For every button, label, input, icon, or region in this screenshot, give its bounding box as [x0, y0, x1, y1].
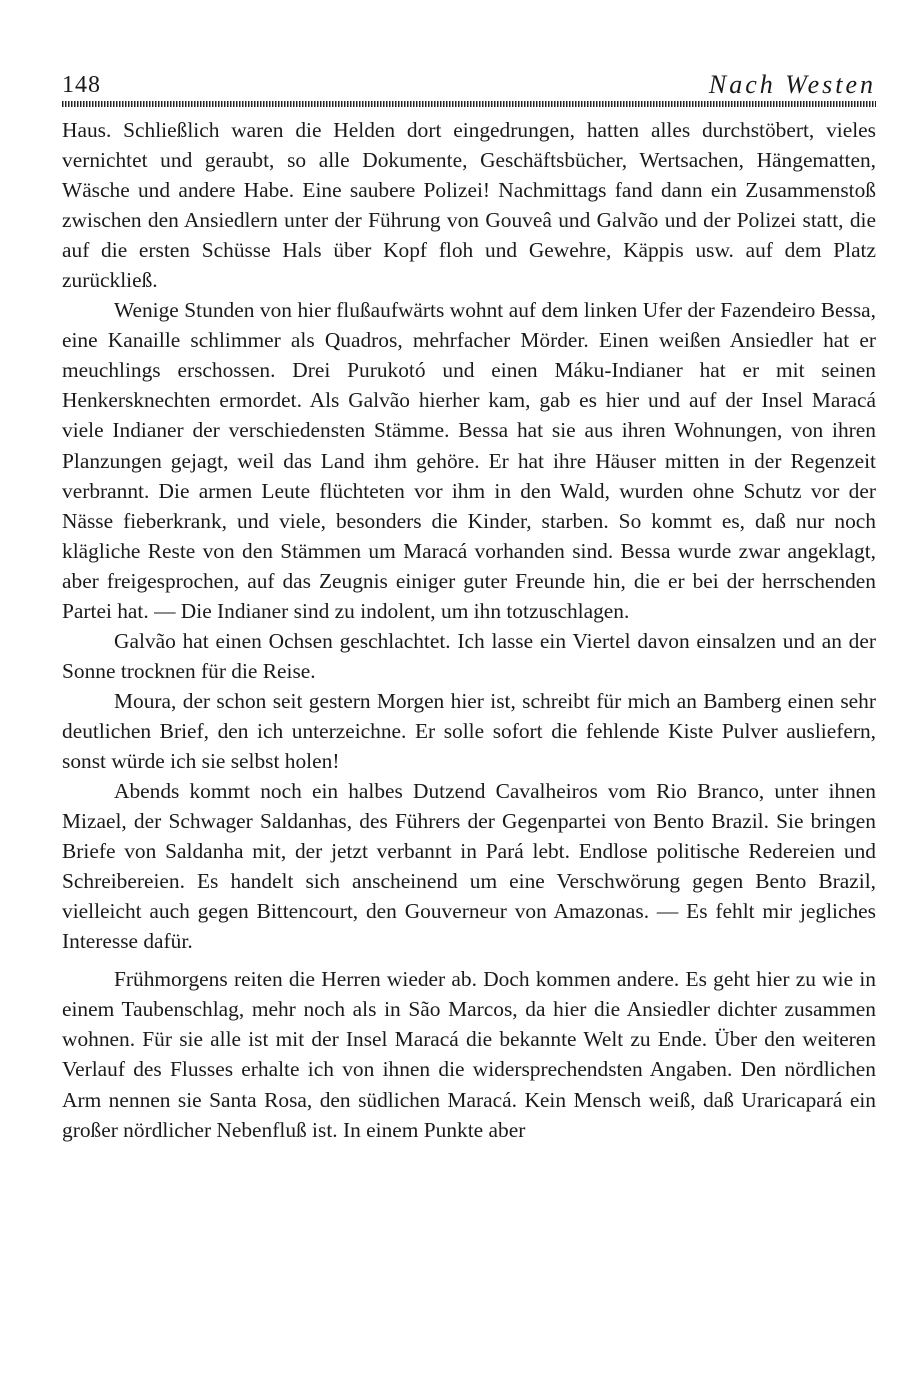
body-text	[62, 115, 876, 1145]
header-rule	[62, 101, 876, 107]
paragraph: Haus. Schließlich waren die Helden dort eingedrungen, hatten alles durchstöbert, vieles vernichtet und geraubt, so alle Dokumente, Geschäftsbücher, Wertsachen, Hängematten, Wäsche und andere Habe. Eine saubere Polizei! Nachmittags fand dann ein Zusammenstoß zwischen den Ansiedlern unter der Führung von Gouveâ und Galvão und der Polizei statt, die auf die ersten Schüsse Hals über Kopf floh und Gewehre, Käppis usw. auf dem Platz zurückließ.	[62, 118, 876, 293]
page-number: 148	[62, 72, 101, 98]
page-header	[62, 70, 876, 102]
paragraph: Abends kommt noch ein halbes Dutzend Cavalheiros vom Rio Branco, unter ihnen Mizael, der Schwager Saldanhas, des Führers der Gegenpartei von Bento Brazil. Sie bringen Briefe von Saldanha mit, der jetzt verbannt in Pará lebt. Endlose politische Redereien und Schreibereien. Es handelt sich anscheinend um eine Verschwörung gegen Bento Brazil, vielleicht auch gegen Bittencourt, den Gouverneur von Amazonas. — Es fehlt mir jegliches Interesse dafür.	[62, 779, 876, 954]
paragraph: Moura, der schon seit gestern Morgen hier ist, schreibt für mich an Bamberg einen sehr deutlichen Brief, den ich unterzeichne. Er solle sofort die fehlende Kiste Pulver ausliefern, sonst würde ich sie selbst holen!	[62, 688, 876, 773]
paragraph: Galvão hat einen Ochsen geschlachtet. Ich lasse ein Viertel davon einsalzen und an der Sonne trocknen für die Reise.	[62, 628, 876, 683]
running-title: Nach Westen	[708, 70, 876, 99]
paragraph: Wenige Stunden von hier flußaufwärts wohnt auf dem linken Ufer der Fazendeiro Bessa, eine Kanaille schlimmer als Quadros, mehrfacher Mörder. Einen weißen Ansiedler hat er meuchlings erschossen. Drei Purukotó und einen Máku-Indianer hat er mit seinen Henkersknechten ermordet. Als Galvão hierher kam, gab es hier und auf der Insel Maracá viele Indianer der verschiedensten Stämme. Bessa hat sie aus ihren Wohnungen, von ihren Planzungen gejagt, weil das Land ihm gehöre. Er hat ihre Häuser mitten in der Regenzeit verbrannt. Die armen Leute flüchteten vor ihm in den Wald, wurden ohne Schutz vor der Nässe fieberkrank, und viele, besonders die Kinder, starben. So kommt es, daß nur noch klägliche Reste von den Stämmen um Maracá vorhanden sind. Bessa wurde zwar angeklagt, aber freigesprochen, auf das Zeugnis einiger guter Freunde hin, die er bei der herrschenden Partei hat. — Die Indianer sind zu indolent, um ihn totzuschlagen.	[62, 298, 876, 623]
paragraph: Frühmorgens reiten die Herren wieder ab. Doch kommen andere. Es geht hier zu wie in einem Taubenschlag, mehr noch als in São Marcos, da hier die Ansiedler dichter zusammen wohnen. Für sie alle ist mit der Insel Maracá die bekannte Welt zu Ende. Über den weiteren Verlauf des Flusses erhalte ich von ihnen die widersprechendsten Angaben. Den nördlichen Arm nennen sie Santa Rosa, den südlichen Maracá. Kein Mensch weiß, daß Uraricapará ein großer nördlicher Nebenfluß ist. In einem Punkte aber	[62, 967, 876, 1142]
